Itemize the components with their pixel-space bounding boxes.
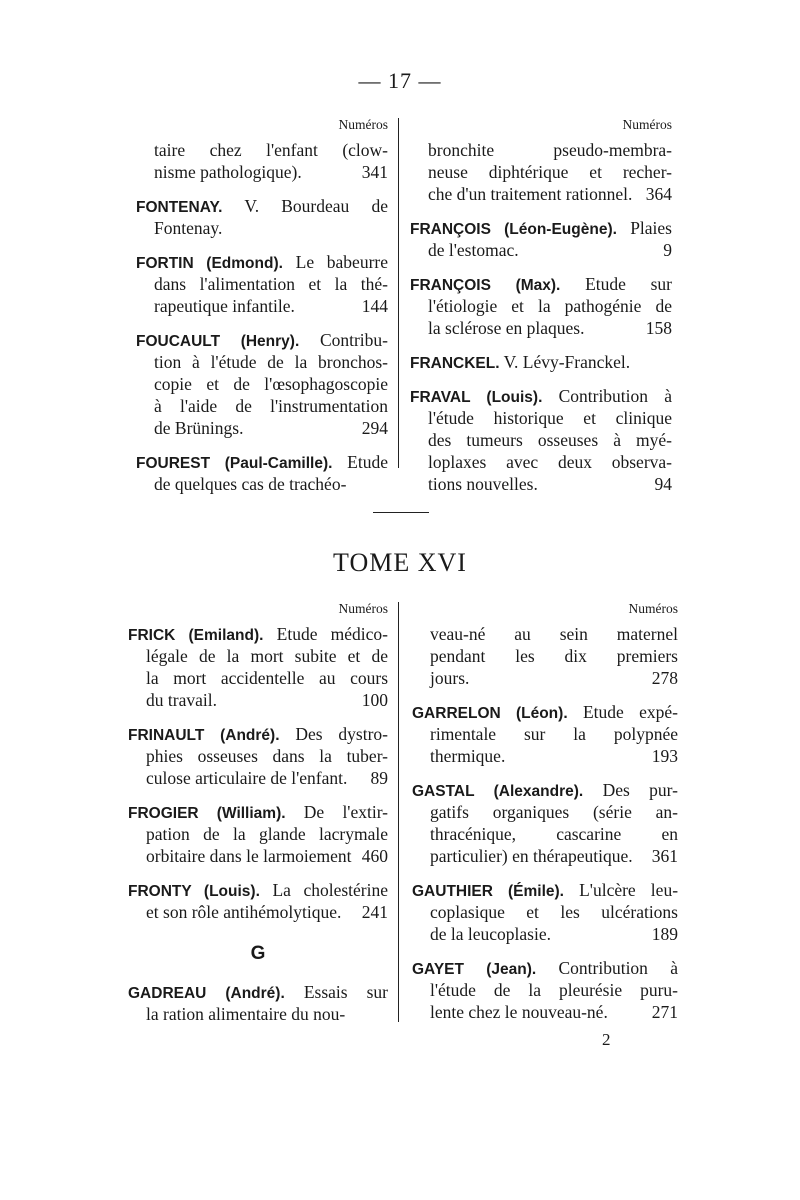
index-entry — [128, 623, 388, 711]
entry-line — [128, 1003, 388, 1025]
entry-text: culose articulaire de l'enfant. — [146, 768, 348, 788]
entry-line — [412, 1001, 678, 1023]
author-name: FRICK (Emiland). — [128, 627, 264, 644]
index-entry — [128, 723, 388, 789]
entry-text: Contribution à — [558, 958, 679, 978]
entry-text: jours. — [430, 668, 470, 688]
entry-line: l'étude de la pleurésie puru- — [430, 980, 678, 1000]
author-name: FRANÇOIS (Max). — [410, 277, 561, 294]
entry-line — [128, 623, 388, 645]
author-name: FRAVAL (Louis). — [410, 389, 543, 406]
entry-number: 89 — [370, 768, 388, 788]
index-column-right — [410, 114, 672, 507]
index-entry — [412, 623, 678, 689]
entry-number: 144 — [361, 296, 388, 316]
entry-text: Etude expé- — [582, 702, 678, 722]
entry-line — [412, 845, 678, 867]
entry-line — [136, 329, 388, 351]
entry-number: 341 — [361, 162, 388, 182]
entry-number: 189 — [651, 924, 678, 944]
entry-text: et son rôle antihémolytique. — [146, 902, 342, 922]
entry-number: 9 — [663, 240, 672, 260]
index-column-left — [136, 114, 388, 507]
entry-line: gatifs organiques (série an- — [430, 802, 678, 822]
author-name: FOUREST (Paul-Camille). — [136, 455, 333, 472]
column-header: Numéros — [622, 117, 672, 132]
entry-line: loplaxes avec deux observa- — [428, 452, 672, 472]
entry-line — [136, 251, 388, 273]
entry-line — [410, 273, 672, 295]
entry-text: Des pur- — [602, 780, 678, 800]
author-name: FRANCKEL. — [410, 355, 500, 372]
entry-line — [128, 801, 388, 823]
entry-text: de la leucoplasie. — [430, 924, 551, 944]
entry-number: 158 — [645, 318, 672, 338]
entry-text: Etude médico- — [276, 624, 389, 644]
index-entry — [136, 451, 388, 495]
entry-line: phies osseuses dans la tuber- — [146, 746, 388, 766]
entry-line: dans l'alimentation et la thé- — [154, 274, 388, 294]
entry-line — [412, 923, 678, 945]
entry-line — [410, 217, 672, 239]
entry-line: l'étiologie et la pathogénie de — [428, 296, 672, 316]
entry-line — [136, 295, 388, 317]
entry-line — [136, 195, 388, 217]
entry-line: légale de la mort subite et de — [146, 646, 388, 666]
index-entry — [410, 385, 672, 495]
entry-line — [128, 723, 388, 745]
entry-line — [410, 317, 672, 339]
entry-text: orbitaire dans le larmoiement — [146, 846, 352, 866]
entry-text: rapeutique infantile. — [154, 296, 295, 316]
entry-line: des tumeurs osseuses à myé- — [428, 430, 672, 450]
entry-text: V. Lévy-Franckel. — [503, 352, 631, 372]
index-entry — [410, 273, 672, 339]
entry-text: du travail. — [146, 690, 217, 710]
entry-number: 361 — [651, 846, 678, 866]
author-name: GAUTHIER (Émile). — [412, 883, 564, 900]
entry-line — [128, 981, 388, 1003]
author-name: GARRELON (Léon). — [412, 705, 568, 722]
author-name: GAYET (Jean). — [412, 961, 537, 978]
index-entry — [410, 139, 672, 205]
index-entry — [128, 879, 388, 923]
index-entry — [136, 329, 388, 439]
index-entry — [128, 801, 388, 867]
entry-line: coplasique et les ulcérations — [430, 902, 678, 922]
entry-number: 294 — [361, 418, 388, 438]
entry-text: Contribu- — [319, 330, 388, 350]
entry-number: 94 — [654, 474, 672, 494]
entry-line — [136, 161, 388, 183]
index-entry — [410, 217, 672, 261]
entry-text: V. Bourdeau de — [244, 196, 389, 216]
entry-line — [128, 879, 388, 901]
entry-text: la ration alimentaire du nou- — [146, 1004, 346, 1024]
entry-text: L'ulcère leu- — [579, 880, 679, 900]
index-entry — [412, 701, 678, 767]
index-entry — [412, 957, 678, 1023]
entry-line: à l'aide de l'instrumentation — [154, 396, 388, 416]
index-entry — [412, 779, 678, 867]
entry-line: copie et de l'œsophagoscopie — [154, 374, 388, 394]
entry-text: La cholestérine — [272, 880, 388, 900]
author-name: GASTAL (Alexandre). — [412, 783, 584, 800]
entry-number: 364 — [645, 184, 672, 204]
entry-line: tion à l'étude de la bronchos- — [154, 352, 388, 372]
author-name: FONTENAY. — [136, 199, 223, 216]
entry-line — [412, 701, 678, 723]
entry-text: de quelques cas de trachéo- — [154, 474, 347, 494]
entry-line — [410, 385, 672, 407]
entry-line — [412, 779, 678, 801]
entry-line: pation de la glande lacrymale — [146, 824, 388, 844]
entry-line — [410, 351, 672, 373]
entry-line: taire chez l'enfant (clow- — [154, 140, 388, 160]
entry-line — [128, 689, 388, 711]
tome-title: TOME XVI — [333, 548, 467, 577]
entry-line — [136, 217, 388, 239]
entry-line: bronchite pseudo-membra- — [428, 140, 672, 160]
entry-number: 278 — [651, 668, 678, 688]
entry-line — [136, 417, 388, 439]
author-name: FROGIER (William). — [128, 805, 286, 822]
entry-text: Plaies — [630, 218, 672, 238]
entry-number: 460 — [361, 846, 388, 866]
entry-text: Essais sur — [303, 982, 388, 1002]
entry-line — [410, 239, 672, 261]
entry-text: Fontenay. — [154, 218, 223, 238]
entry-number: 100 — [361, 690, 388, 710]
entry-line — [412, 879, 678, 901]
column-header: Numéros — [338, 117, 388, 132]
entry-number — [380, 1003, 388, 1025]
entry-text: Etude sur — [585, 274, 672, 294]
section-divider — [373, 512, 429, 513]
entry-line — [136, 451, 388, 473]
entry-text: lente chez le nouveau-né. — [430, 1002, 608, 1022]
entry-line — [412, 667, 678, 689]
author-name: FORTIN (Edmond). — [136, 255, 283, 272]
entry-line: neuse diphtérique et recher- — [428, 162, 672, 182]
entry-text: de l'estomac. — [428, 240, 519, 260]
entry-line: thracénique, cascarine en — [430, 824, 678, 844]
index-entry — [412, 879, 678, 945]
entry-text: de Brünings. — [154, 418, 244, 438]
column-header: Numéros — [338, 601, 388, 616]
index-column-right — [412, 598, 678, 1035]
entry-line — [128, 767, 388, 789]
entry-text: tions nouvelles. — [428, 474, 538, 494]
index-entry — [136, 251, 388, 317]
entry-line: veau-né au sein maternel — [430, 624, 678, 644]
entry-text: De l'extir- — [303, 802, 389, 822]
page-number: — 17 — — [358, 68, 442, 93]
index-entry — [136, 195, 388, 239]
entry-text: Etude — [347, 452, 388, 472]
entry-line: rimentale sur la polypnée — [430, 724, 678, 744]
entry-text: thermique. — [430, 746, 506, 766]
index-entry — [136, 139, 388, 183]
entry-line — [128, 901, 388, 923]
author-name: FOUCAULT (Henry). — [136, 333, 300, 350]
column-divider — [398, 118, 399, 468]
entry-line — [412, 745, 678, 767]
entry-text: nisme pathologique). — [154, 162, 302, 182]
entry-text: particulier) en thérapeutique. — [430, 846, 633, 866]
column-divider — [398, 602, 399, 1022]
entry-number — [380, 473, 388, 495]
column-header: Numéros — [628, 601, 678, 616]
entry-number: 241 — [361, 902, 388, 922]
entry-line — [410, 473, 672, 495]
entry-text: Le babeurre — [295, 252, 388, 272]
entry-line: l'étude historique et clinique — [428, 408, 672, 428]
entry-line — [136, 473, 388, 495]
entry-number: 193 — [651, 746, 678, 766]
entry-line: pendant les dix premiers — [430, 646, 678, 666]
index-entry — [410, 351, 672, 373]
author-name: FRONTY (Louis). — [128, 883, 260, 900]
index-entry — [128, 981, 388, 1025]
entry-line: la mort accidentelle au cours — [146, 668, 388, 688]
entry-line — [410, 183, 672, 205]
author-name: GADREAU (André). — [128, 985, 285, 1002]
index-column-left — [128, 598, 388, 1037]
entry-number — [380, 217, 388, 239]
entry-text: la sclérose en plaques. — [428, 318, 585, 338]
entry-line — [412, 957, 678, 979]
section-letter: G — [250, 943, 266, 964]
entry-text: che d'un traitement rationnel. — [428, 184, 633, 204]
author-name: FRINAULT (André). — [128, 727, 280, 744]
entry-line — [128, 845, 388, 867]
author-name: FRANÇOIS (Léon-Eugène). — [410, 221, 617, 238]
signature-mark: 2 — [602, 1030, 611, 1049]
entry-text: Contribution à — [558, 386, 672, 406]
entry-text: Des dystro- — [295, 724, 389, 744]
entry-number: 271 — [651, 1002, 678, 1022]
